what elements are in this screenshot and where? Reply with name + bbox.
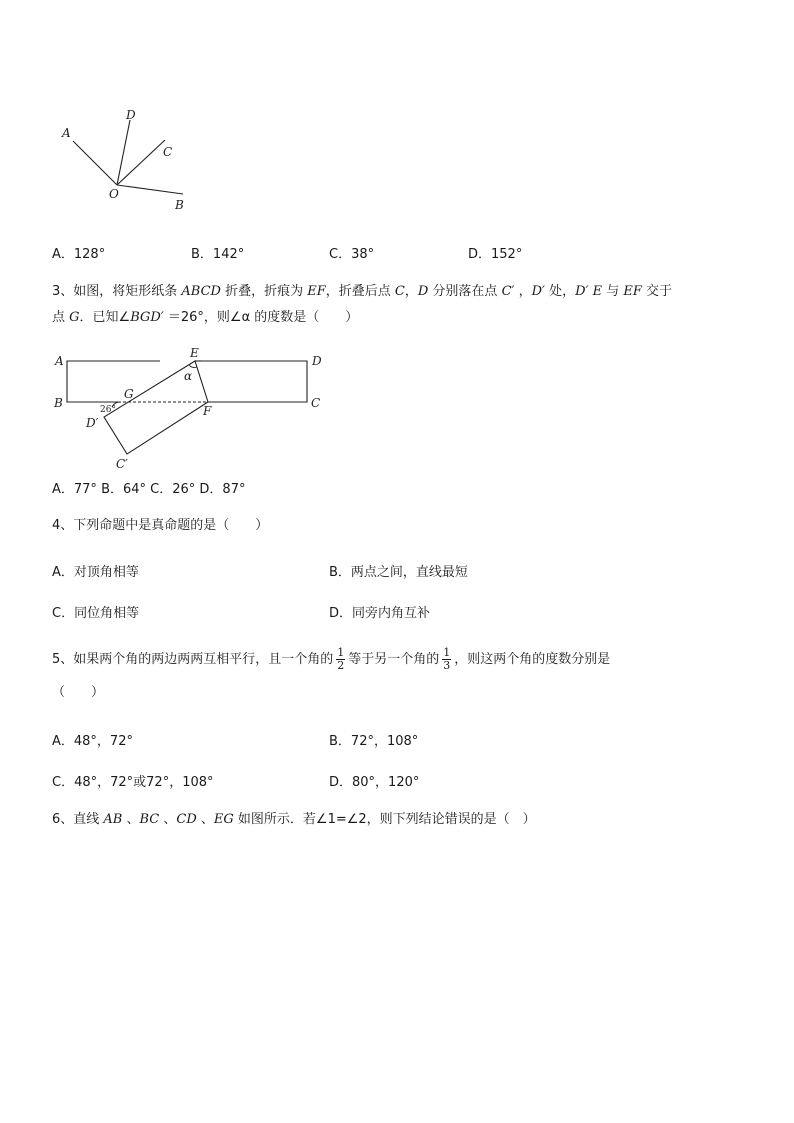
label-d: D (312, 354, 322, 368)
label-f: F (203, 404, 212, 418)
q4-option-a: A．对顶角相等 (52, 565, 139, 580)
label-a: A (62, 126, 71, 140)
q4-option-b: B．两点之间，直线最短 (329, 565, 468, 580)
q2-option-b: B．142° (191, 247, 245, 262)
label-c: C (311, 396, 321, 410)
label-c-prime: C′ (116, 457, 128, 471)
label-a: A (55, 354, 64, 368)
label-c: C (163, 145, 173, 159)
q5-option-a: A．48°，72° (52, 734, 133, 749)
q4-option-c: C．同位角相等 (52, 606, 140, 621)
q5-stem-line2: （ ） (52, 685, 105, 700)
label-26-degrees: 26° (100, 405, 116, 415)
angle-rays-figure (55, 100, 195, 215)
fraction-one-third: $\frac{1}{3}$ (443, 646, 451, 672)
label-d: D (126, 108, 136, 122)
strip-outline-right (202, 361, 307, 402)
q3-stem-line2: 点 G．已知∠BGD′ ＝26°，则∠α 的度数是（ ） (52, 310, 359, 325)
label-b: B (175, 198, 184, 212)
fraction-one-half: $\frac{1}{2}$ (337, 646, 345, 672)
q5-option-d: D．80°，120° (329, 775, 420, 790)
label-g: G (124, 387, 134, 401)
label-o: O (109, 187, 119, 201)
q5-option-c: C．48°，72°或72°，108° (52, 775, 214, 790)
label-e: E (190, 346, 199, 360)
q6-stem: 6、直线 AB 、BC 、CD 、EG 如图所示．若∠1=∠2，则下列结论错误的是（ ） (52, 812, 536, 827)
q5-stem-line1: 5、如果两个角的两边两两互相平行，且一个角的 $\frac{1}{2}$ 等于另一个角的 $\frac{1}{3}$ ，则这两个角的度数分别是 (52, 646, 611, 672)
q2-option-d: D．152° (468, 247, 523, 262)
q3-options: A．77° B．64° C．26° D．87° (52, 482, 246, 497)
q5-option-b: B．72°，108° (329, 734, 419, 749)
folded-part (104, 361, 208, 454)
q4-option-d: D．同旁内角互补 (329, 606, 431, 621)
ray-oa (73, 141, 117, 185)
label-d-prime: D′ (86, 416, 99, 430)
label-b: B (54, 396, 63, 410)
q2-option-c: C．38° (329, 247, 375, 262)
q4-stem: 4、下列命题中是真命题的是（ ） (52, 518, 269, 533)
ray-ob (117, 185, 183, 194)
angle-alpha-arc (189, 365, 197, 368)
q2-option-a: A．128° (52, 247, 106, 262)
strip-outline-left (67, 361, 160, 402)
q3-stem-line1: 3、如图，将矩形纸条 ABCD 折叠，折痕为 EF，折叠后点 C，D 分别落在点 C′ ，D′ 处，D′ E 与 EF 交于 (52, 284, 673, 299)
label-alpha: α (184, 369, 193, 383)
folded-strip-figure (48, 342, 338, 474)
